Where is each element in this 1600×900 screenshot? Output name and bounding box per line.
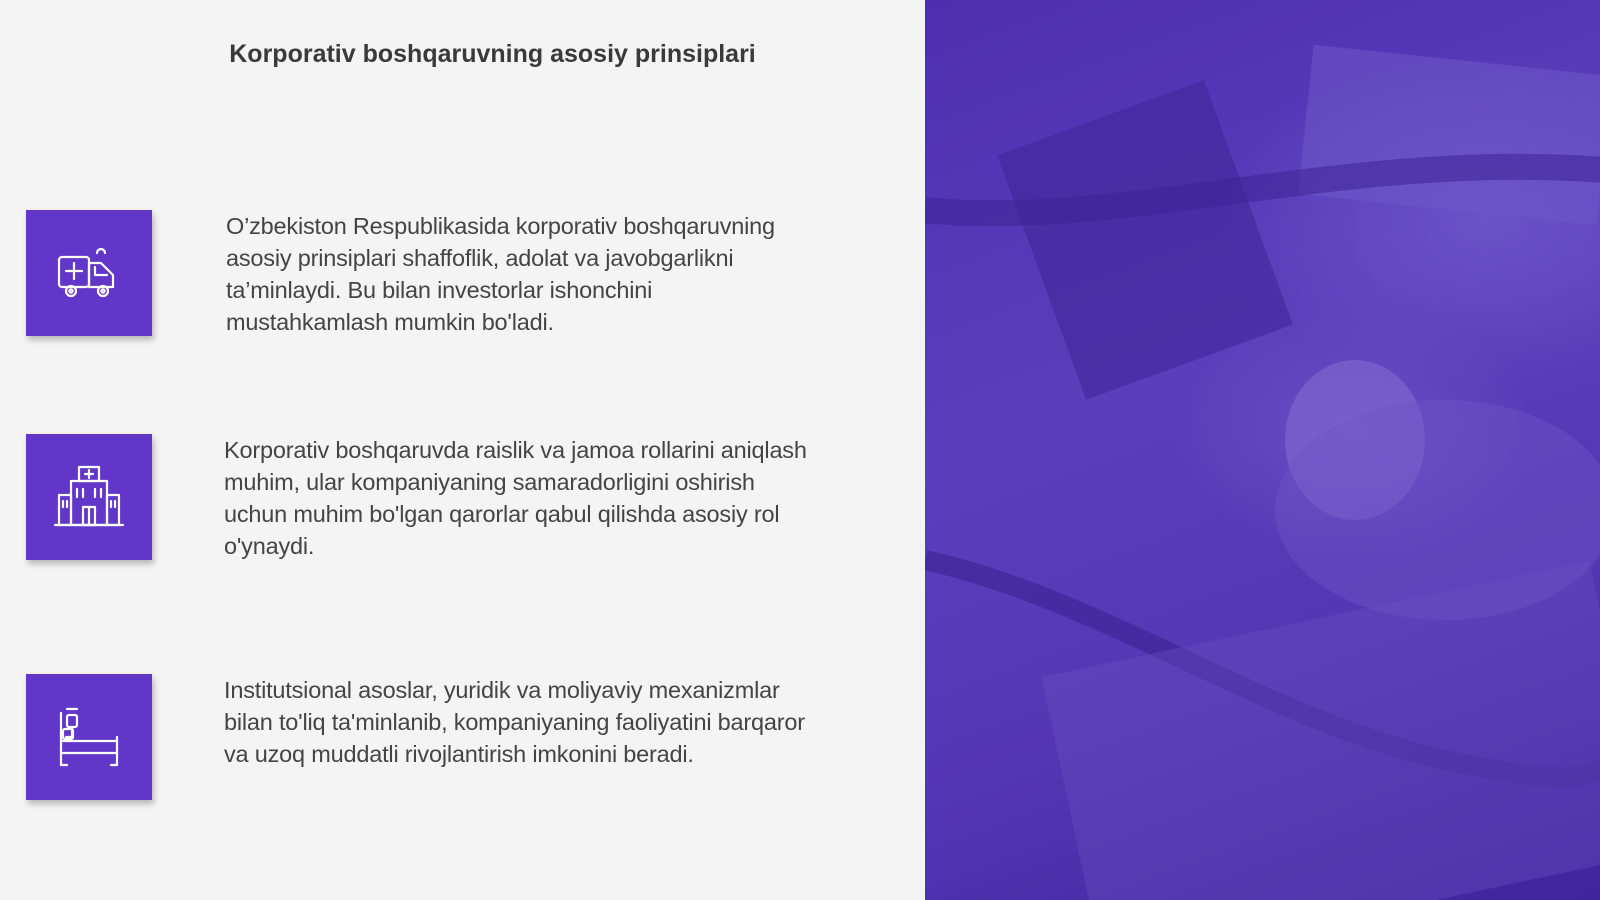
- stethoscope-photo: [925, 0, 1600, 900]
- hospital-building-icon: [26, 434, 152, 560]
- principle-text: Korporativ boshqaruvda raislik va jamoa rollarini aniqlash muhim, ular kompaniyaning samaradorligini oshirish uchun muhim bo'lgan qarorlar qabul qilishda asosiy rol o'ynaydi.: [224, 437, 807, 559]
- principle-text: O’zbekiston Respublikasida korporativ boshqaruvning asosiy prinsiplari shaffoflik, adolat va javobgarlikni ta’minlaydi. Bu bilan investorlar ishonchini mustahkamlash mumkin bo'ladi.: [226, 213, 775, 335]
- principle-text: Institutsional asoslar, yuridik va moliyaviy mexanizmlar bilan to'liq ta'minlanib, kompaniyaning faoliyatini barqaror va uzoq muddatli rivojlantirish imkonini beradi.: [224, 677, 805, 767]
- ambulance-icon: [26, 210, 152, 336]
- slide-title: Korporativ boshqaruvning asosiy prinsiplari: [229, 40, 756, 68]
- hospital-bed-icon: [26, 674, 152, 800]
